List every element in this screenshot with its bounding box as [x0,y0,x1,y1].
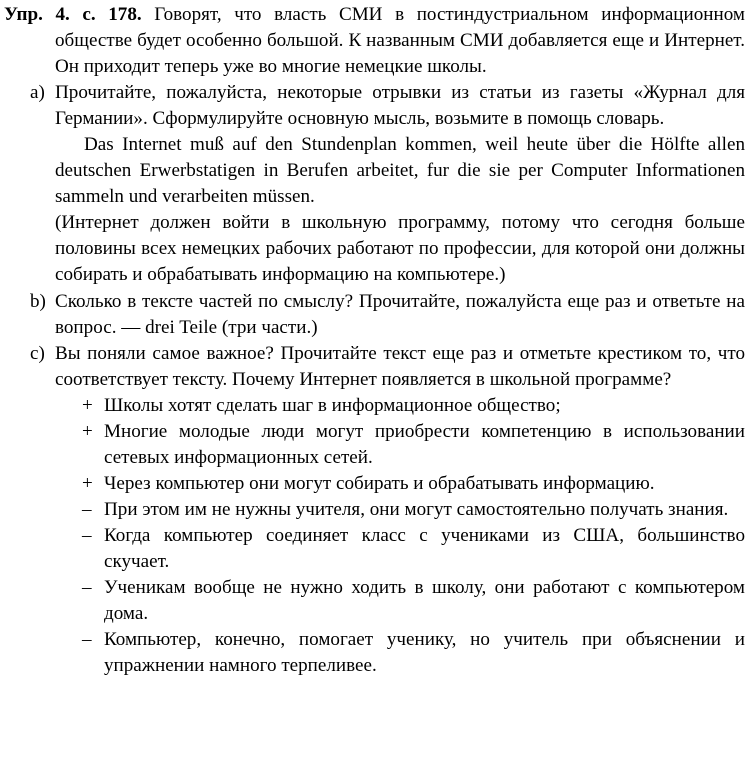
checklist-marker: – [82,498,92,520]
checklist-item [2,497,745,523]
checklist-item-text: Компьютер, конечно, помогает ученику, но учитель при объяснении и упражнении намного терпеливее. [104,629,745,677]
checklist-item [2,627,745,679]
checklist-marker: + [82,420,93,442]
checklist-item-text: При этом им не нужны учителя, они могут самостоятельно получать знания. [104,498,729,520]
checklist-item-text: Многие молодые люди могут приобрести компетенцию в использовании сетевых информационных сетей. [104,420,745,468]
checklist-item [2,575,745,627]
item-c-text: Вы поняли самое важное? Прочитайте текст еще раз и отметьте крестиком то, что соответствует тексту. Почему Интернет появляется в школьной программе? [55,342,745,390]
checklist-marker: + [82,472,93,494]
item-b [2,289,745,341]
checklist-item-text: Ученикам вообще не нужно ходить в школу, они работают с компьютером дома. [104,577,745,625]
checklist-marker: – [82,524,92,546]
checklist-item-text: Школы хотят сделать шаг в информационное общество; [104,394,561,416]
item-c-label: c) [30,342,45,364]
checklist-marker: – [82,577,92,599]
checklist-item [2,471,745,497]
item-b-label: b) [30,290,46,312]
checklist-item-text: Когда компьютер соединяет класс с учениками из США, большинство скучает. [104,524,745,572]
exercise-intro-text: Говорят, что власть СМИ в постиндустриальном информационном обществе будет особенно большой. К названным СМИ добавляется еще и Интернет. Он приходит теперь уже во многие немецкие школы. [55,4,745,78]
checklist-marker: + [82,394,93,416]
item-a [2,80,745,132]
checklist-item [2,523,745,575]
checklist-item-text: Через компьютер они могут собирать и обрабатывать информацию. [104,472,655,494]
item-c [2,341,745,393]
checklist-item [2,393,745,419]
checklist [2,393,745,680]
exercise-label: Упр. 4. с. 178. [4,4,142,25]
russian-translation-paragraph: (Интернет должен войти в школьную программу, потому что сегодня больше половины всех немецких рабочих работают по профессии, для которой они должны собирать и обрабатывать информацию на компьютере.) [55,212,745,286]
checklist-item [2,419,745,471]
item-a-label: a) [30,82,45,104]
checklist-marker: – [82,629,92,651]
item-a-text: Прочитайте, пожалуйста, некоторые отрывки из статьи из газеты «Журнал для Германии». Сформулируйте основную мысль, возьмите в помощь словарь. [55,82,745,130]
german-quote-paragraph: Das Internet muß auf den Stundenplan kommen, weil heute über die Hölfte allen deutschen Erwerbstatigen in Berufen arbeitet, fur die sie per Computer Informationen sammeln und verarbeiten müssen. [55,134,745,208]
item-b-text: Сколько в тексте частей по смыслу? Прочитайте, пожалуйста еще раз и ответьте на вопрос. — drei Teile (три части.) [55,290,745,338]
exercise-intro-paragraph [2,2,745,80]
